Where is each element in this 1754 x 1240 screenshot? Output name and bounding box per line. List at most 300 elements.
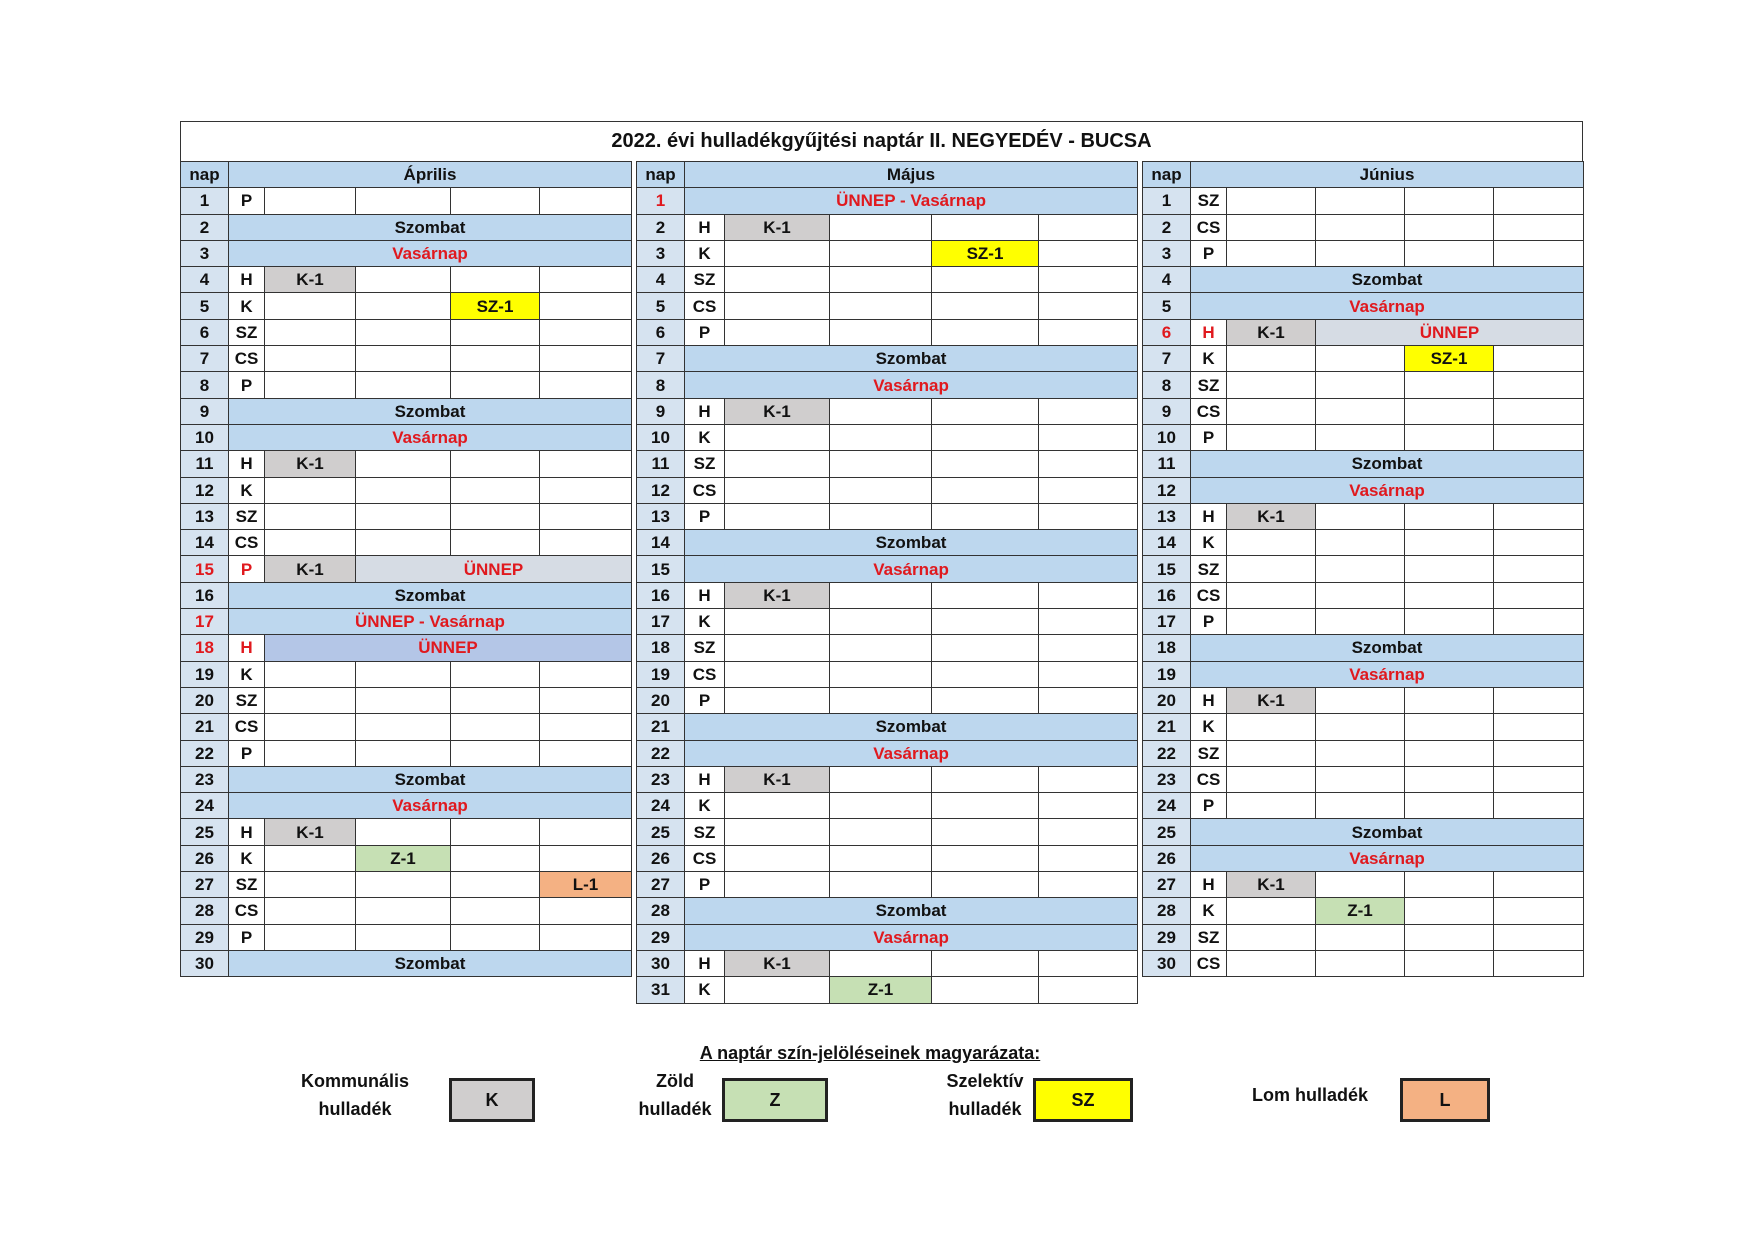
empty-cell xyxy=(1039,319,1138,345)
weekday: P xyxy=(1191,240,1227,266)
sunday-label: Vasárnap xyxy=(1191,293,1584,319)
day-number: 15 xyxy=(637,556,685,582)
day-row xyxy=(1143,872,1584,898)
empty-cell xyxy=(932,872,1039,898)
empty-cell xyxy=(451,319,540,345)
empty-cell xyxy=(1227,372,1316,398)
empty-cell xyxy=(265,503,356,529)
empty-cell xyxy=(1405,950,1494,976)
empty-cell xyxy=(265,188,356,214)
empty-cell xyxy=(725,240,830,266)
nap-header: nap xyxy=(181,162,229,188)
empty-cell xyxy=(1316,740,1405,766)
month-name: Június xyxy=(1191,162,1584,188)
empty-cell xyxy=(1405,398,1494,424)
day-row xyxy=(1143,214,1584,240)
empty-cell xyxy=(451,477,540,503)
legend-swatch-communal: K xyxy=(449,1078,535,1122)
empty-cell xyxy=(1405,740,1494,766)
day-number: 8 xyxy=(1143,372,1191,398)
empty-cell xyxy=(1494,214,1584,240)
empty-cell xyxy=(830,267,932,293)
empty-cell xyxy=(830,766,932,792)
weekday: CS xyxy=(229,714,265,740)
empty-cell xyxy=(540,451,632,477)
weekday: H xyxy=(1191,872,1227,898)
nap-header: nap xyxy=(637,162,685,188)
empty-cell xyxy=(1316,530,1405,556)
day-number: 7 xyxy=(637,346,685,372)
saturday-label: Szombat xyxy=(229,214,632,240)
day-row xyxy=(181,740,632,766)
weekday: H xyxy=(685,582,725,608)
day-row xyxy=(181,398,632,424)
empty-cell xyxy=(265,661,356,687)
empty-cell xyxy=(1227,609,1316,635)
sunday-label: Vasárnap xyxy=(685,556,1138,582)
day-number: 20 xyxy=(1143,687,1191,713)
day-row xyxy=(1143,635,1584,661)
weekday: H xyxy=(685,214,725,240)
legend-label-bulky: Lom hulladék xyxy=(1251,1085,1368,1105)
empty-cell xyxy=(356,346,451,372)
day-row xyxy=(637,898,1138,924)
day-number: 16 xyxy=(181,582,229,608)
day-number: 29 xyxy=(1143,924,1191,950)
empty-cell xyxy=(1227,556,1316,582)
empty-cell xyxy=(265,898,356,924)
empty-cell xyxy=(451,714,540,740)
collection-mark: SZ-1 xyxy=(1405,346,1494,372)
day-number: 24 xyxy=(181,793,229,819)
weekday: P xyxy=(685,319,725,345)
weekday: CS xyxy=(1191,398,1227,424)
sunday-label: Vasárnap xyxy=(1191,661,1584,687)
weekday: K xyxy=(1191,714,1227,740)
empty-cell xyxy=(1316,609,1405,635)
weekday: K xyxy=(1191,898,1227,924)
day-number: 25 xyxy=(181,819,229,845)
empty-cell xyxy=(932,293,1039,319)
empty-cell xyxy=(540,714,632,740)
empty-cell xyxy=(1494,503,1584,529)
day-number: 25 xyxy=(1143,819,1191,845)
weekday: P xyxy=(685,687,725,713)
empty-cell xyxy=(1405,766,1494,792)
legend-swatch-bulky: L xyxy=(1400,1078,1490,1122)
empty-cell xyxy=(265,687,356,713)
month-name: Május xyxy=(685,162,1138,188)
month-name: Április xyxy=(229,162,632,188)
legend-swatch-selective: SZ xyxy=(1033,1078,1133,1122)
empty-cell xyxy=(451,346,540,372)
empty-cell xyxy=(1316,714,1405,740)
empty-cell xyxy=(451,503,540,529)
day-number: 3 xyxy=(1143,240,1191,266)
empty-cell xyxy=(932,503,1039,529)
day-number: 5 xyxy=(1143,293,1191,319)
day-number: 3 xyxy=(637,240,685,266)
day-number: 15 xyxy=(181,556,229,582)
day-row xyxy=(1143,845,1584,871)
day-number: 23 xyxy=(637,766,685,792)
empty-cell xyxy=(932,477,1039,503)
empty-cell xyxy=(265,845,356,871)
day-row xyxy=(181,766,632,792)
day-row xyxy=(1143,793,1584,819)
empty-cell xyxy=(1494,398,1584,424)
day-number: 8 xyxy=(181,372,229,398)
collection-mark: SZ-1 xyxy=(451,293,540,319)
weekday: CS xyxy=(1191,214,1227,240)
empty-cell xyxy=(932,793,1039,819)
weekday: H xyxy=(229,819,265,845)
day-number: 28 xyxy=(1143,898,1191,924)
day-number: 17 xyxy=(181,609,229,635)
empty-cell xyxy=(830,687,932,713)
empty-cell xyxy=(1494,188,1584,214)
day-number: 28 xyxy=(637,898,685,924)
empty-cell xyxy=(540,477,632,503)
day-number: 8 xyxy=(637,372,685,398)
weekday: H xyxy=(1191,687,1227,713)
weekday: K xyxy=(685,793,725,819)
empty-cell xyxy=(932,766,1039,792)
day-row xyxy=(1143,687,1584,713)
empty-cell xyxy=(1405,582,1494,608)
empty-cell xyxy=(932,661,1039,687)
empty-cell xyxy=(1227,714,1316,740)
holiday-label: ÜNNEP xyxy=(356,556,632,582)
day-row xyxy=(1143,346,1584,372)
month-table-june xyxy=(1142,161,1584,977)
empty-cell xyxy=(1227,214,1316,240)
day-row xyxy=(637,267,1138,293)
empty-cell xyxy=(265,530,356,556)
weekday: CS xyxy=(1191,950,1227,976)
day-row xyxy=(637,872,1138,898)
day-number: 30 xyxy=(1143,950,1191,976)
collection-mark: L-1 xyxy=(540,872,632,898)
day-number: 26 xyxy=(1143,845,1191,871)
weekday: K xyxy=(229,845,265,871)
empty-cell xyxy=(1316,872,1405,898)
empty-cell xyxy=(1039,214,1138,240)
empty-cell xyxy=(1316,240,1405,266)
empty-cell xyxy=(725,687,830,713)
day-row xyxy=(1143,819,1584,845)
day-number: 2 xyxy=(637,214,685,240)
empty-cell xyxy=(1494,766,1584,792)
empty-cell xyxy=(1405,372,1494,398)
day-row xyxy=(637,740,1138,766)
empty-cell xyxy=(932,214,1039,240)
empty-cell xyxy=(932,398,1039,424)
empty-cell xyxy=(1039,503,1138,529)
day-number: 4 xyxy=(1143,267,1191,293)
weekday: H xyxy=(1191,503,1227,529)
month-header-row xyxy=(181,162,632,188)
empty-cell xyxy=(540,530,632,556)
empty-cell xyxy=(1316,766,1405,792)
sunday-label: Vasárnap xyxy=(685,924,1138,950)
collection-mark: Z-1 xyxy=(356,845,451,871)
empty-cell xyxy=(830,398,932,424)
empty-cell xyxy=(725,977,830,1003)
saturday-label: Szombat xyxy=(1191,819,1584,845)
empty-cell xyxy=(1316,503,1405,529)
holiday-sunday-label: ÜNNEP - Vasárnap xyxy=(229,609,632,635)
empty-cell xyxy=(1494,346,1584,372)
empty-cell xyxy=(1316,793,1405,819)
empty-cell xyxy=(1494,372,1584,398)
saturday-label: Szombat xyxy=(229,766,632,792)
day-row xyxy=(637,845,1138,871)
day-number: 21 xyxy=(1143,714,1191,740)
day-number: 27 xyxy=(1143,872,1191,898)
saturday-label: Szombat xyxy=(1191,451,1584,477)
day-row xyxy=(181,267,632,293)
saturday-label: Szombat xyxy=(685,898,1138,924)
day-row xyxy=(637,188,1138,214)
day-number: 2 xyxy=(181,214,229,240)
empty-cell xyxy=(1039,582,1138,608)
sunday-label: Vasárnap xyxy=(229,240,632,266)
day-row xyxy=(1143,398,1584,424)
day-row xyxy=(637,477,1138,503)
empty-cell xyxy=(1405,214,1494,240)
empty-cell xyxy=(1316,582,1405,608)
empty-cell xyxy=(1227,424,1316,450)
empty-cell xyxy=(830,293,932,319)
empty-cell xyxy=(1227,793,1316,819)
empty-cell xyxy=(356,924,451,950)
empty-cell xyxy=(265,714,356,740)
day-row xyxy=(1143,293,1584,319)
empty-cell xyxy=(356,898,451,924)
empty-cell xyxy=(1039,398,1138,424)
empty-cell xyxy=(932,950,1039,976)
day-row xyxy=(637,214,1138,240)
day-row xyxy=(181,188,632,214)
day-row xyxy=(637,661,1138,687)
day-number: 14 xyxy=(1143,530,1191,556)
empty-cell xyxy=(1227,582,1316,608)
collection-mark: K-1 xyxy=(725,582,830,608)
weekday: K xyxy=(229,293,265,319)
empty-cell xyxy=(1316,924,1405,950)
empty-cell xyxy=(1405,188,1494,214)
empty-cell xyxy=(830,793,932,819)
collection-mark: K-1 xyxy=(1227,687,1316,713)
saturday-label: Szombat xyxy=(685,530,1138,556)
empty-cell xyxy=(1405,924,1494,950)
empty-cell xyxy=(830,451,932,477)
day-row xyxy=(181,477,632,503)
day-number: 23 xyxy=(1143,766,1191,792)
collection-mark: K-1 xyxy=(265,819,356,845)
empty-cell xyxy=(725,872,830,898)
empty-cell xyxy=(932,451,1039,477)
day-row xyxy=(181,214,632,240)
day-number: 29 xyxy=(637,924,685,950)
day-row xyxy=(1143,714,1584,740)
empty-cell xyxy=(451,845,540,871)
day-number: 30 xyxy=(181,950,229,976)
day-row xyxy=(181,582,632,608)
empty-cell xyxy=(451,451,540,477)
day-number: 2 xyxy=(1143,214,1191,240)
empty-cell xyxy=(356,872,451,898)
empty-cell xyxy=(540,267,632,293)
empty-cell xyxy=(932,267,1039,293)
day-number: 23 xyxy=(181,766,229,792)
day-number: 7 xyxy=(1143,346,1191,372)
weekday: P xyxy=(229,740,265,766)
empty-cell xyxy=(1227,950,1316,976)
empty-cell xyxy=(830,424,932,450)
day-number: 18 xyxy=(181,635,229,661)
day-row xyxy=(181,845,632,871)
empty-cell xyxy=(1039,609,1138,635)
day-row xyxy=(1143,950,1584,976)
empty-cell xyxy=(1494,898,1584,924)
empty-cell xyxy=(1039,293,1138,319)
empty-cell xyxy=(540,372,632,398)
collection-mark: K-1 xyxy=(1227,319,1316,345)
weekday: H xyxy=(229,635,265,661)
day-number: 25 xyxy=(637,819,685,845)
empty-cell xyxy=(1227,188,1316,214)
empty-cell xyxy=(1039,950,1138,976)
empty-cell xyxy=(451,740,540,766)
empty-cell xyxy=(1405,714,1494,740)
empty-cell xyxy=(356,740,451,766)
day-row xyxy=(637,950,1138,976)
month-header-row xyxy=(1143,162,1584,188)
weekday: SZ xyxy=(1191,740,1227,766)
empty-cell xyxy=(540,687,632,713)
empty-cell xyxy=(830,950,932,976)
empty-cell xyxy=(356,451,451,477)
empty-cell xyxy=(540,819,632,845)
day-row xyxy=(637,582,1138,608)
empty-cell xyxy=(1316,214,1405,240)
weekday: H xyxy=(1191,319,1227,345)
day-number: 19 xyxy=(181,661,229,687)
empty-cell xyxy=(830,872,932,898)
empty-cell xyxy=(356,293,451,319)
weekday: SZ xyxy=(685,267,725,293)
day-row xyxy=(181,293,632,319)
weekday: P xyxy=(1191,793,1227,819)
day-row xyxy=(1143,451,1584,477)
month-header-row xyxy=(637,162,1138,188)
day-row xyxy=(637,451,1138,477)
day-number: 24 xyxy=(1143,793,1191,819)
day-row xyxy=(637,398,1138,424)
saturday-label: Szombat xyxy=(685,714,1138,740)
weekday: P xyxy=(229,372,265,398)
empty-cell xyxy=(540,346,632,372)
sunday-label: Vasárnap xyxy=(1191,845,1584,871)
empty-cell xyxy=(1405,609,1494,635)
empty-cell xyxy=(830,240,932,266)
empty-cell xyxy=(1039,240,1138,266)
legend-label-selective: Szelektív hulladék xyxy=(946,1071,1024,1119)
empty-cell xyxy=(932,819,1039,845)
weekday: SZ xyxy=(1191,556,1227,582)
empty-cell xyxy=(1227,766,1316,792)
day-number: 12 xyxy=(1143,477,1191,503)
day-number: 9 xyxy=(637,398,685,424)
empty-cell xyxy=(356,372,451,398)
sunday-label: Vasárnap xyxy=(229,793,632,819)
day-number: 21 xyxy=(181,714,229,740)
empty-cell xyxy=(1494,793,1584,819)
empty-cell xyxy=(1494,950,1584,976)
weekday: P xyxy=(1191,609,1227,635)
day-row xyxy=(637,635,1138,661)
day-row xyxy=(1143,661,1584,687)
day-row xyxy=(637,372,1138,398)
day-number: 11 xyxy=(637,451,685,477)
day-number: 4 xyxy=(181,267,229,293)
collection-mark: K-1 xyxy=(1227,503,1316,529)
day-number: 6 xyxy=(637,319,685,345)
day-row xyxy=(637,609,1138,635)
empty-cell xyxy=(1039,267,1138,293)
day-number: 1 xyxy=(637,188,685,214)
empty-cell xyxy=(1227,924,1316,950)
collection-mark: K-1 xyxy=(725,398,830,424)
empty-cell xyxy=(1039,845,1138,871)
day-row xyxy=(1143,503,1584,529)
empty-cell xyxy=(1494,924,1584,950)
empty-cell xyxy=(932,977,1039,1003)
day-row xyxy=(181,661,632,687)
weekday: CS xyxy=(1191,766,1227,792)
day-number: 1 xyxy=(1143,188,1191,214)
holiday-label: ÜNNEP xyxy=(265,635,632,661)
empty-cell xyxy=(725,319,830,345)
day-number: 16 xyxy=(1143,582,1191,608)
collection-mark: K-1 xyxy=(265,267,356,293)
empty-cell xyxy=(265,477,356,503)
empty-cell xyxy=(356,714,451,740)
empty-cell xyxy=(1494,687,1584,713)
empty-cell xyxy=(356,503,451,529)
empty-cell xyxy=(932,845,1039,871)
empty-cell xyxy=(1039,687,1138,713)
empty-cell xyxy=(1039,793,1138,819)
empty-cell xyxy=(830,582,932,608)
day-row xyxy=(1143,898,1584,924)
empty-cell xyxy=(1405,240,1494,266)
day-row xyxy=(181,635,632,661)
empty-cell xyxy=(1494,714,1584,740)
day-row xyxy=(1143,766,1584,792)
day-row xyxy=(1143,477,1584,503)
empty-cell xyxy=(725,477,830,503)
empty-cell xyxy=(451,872,540,898)
day-number: 11 xyxy=(181,451,229,477)
day-number: 13 xyxy=(1143,503,1191,529)
empty-cell xyxy=(1405,872,1494,898)
weekday: CS xyxy=(685,845,725,871)
empty-cell xyxy=(540,319,632,345)
day-row xyxy=(637,924,1138,950)
